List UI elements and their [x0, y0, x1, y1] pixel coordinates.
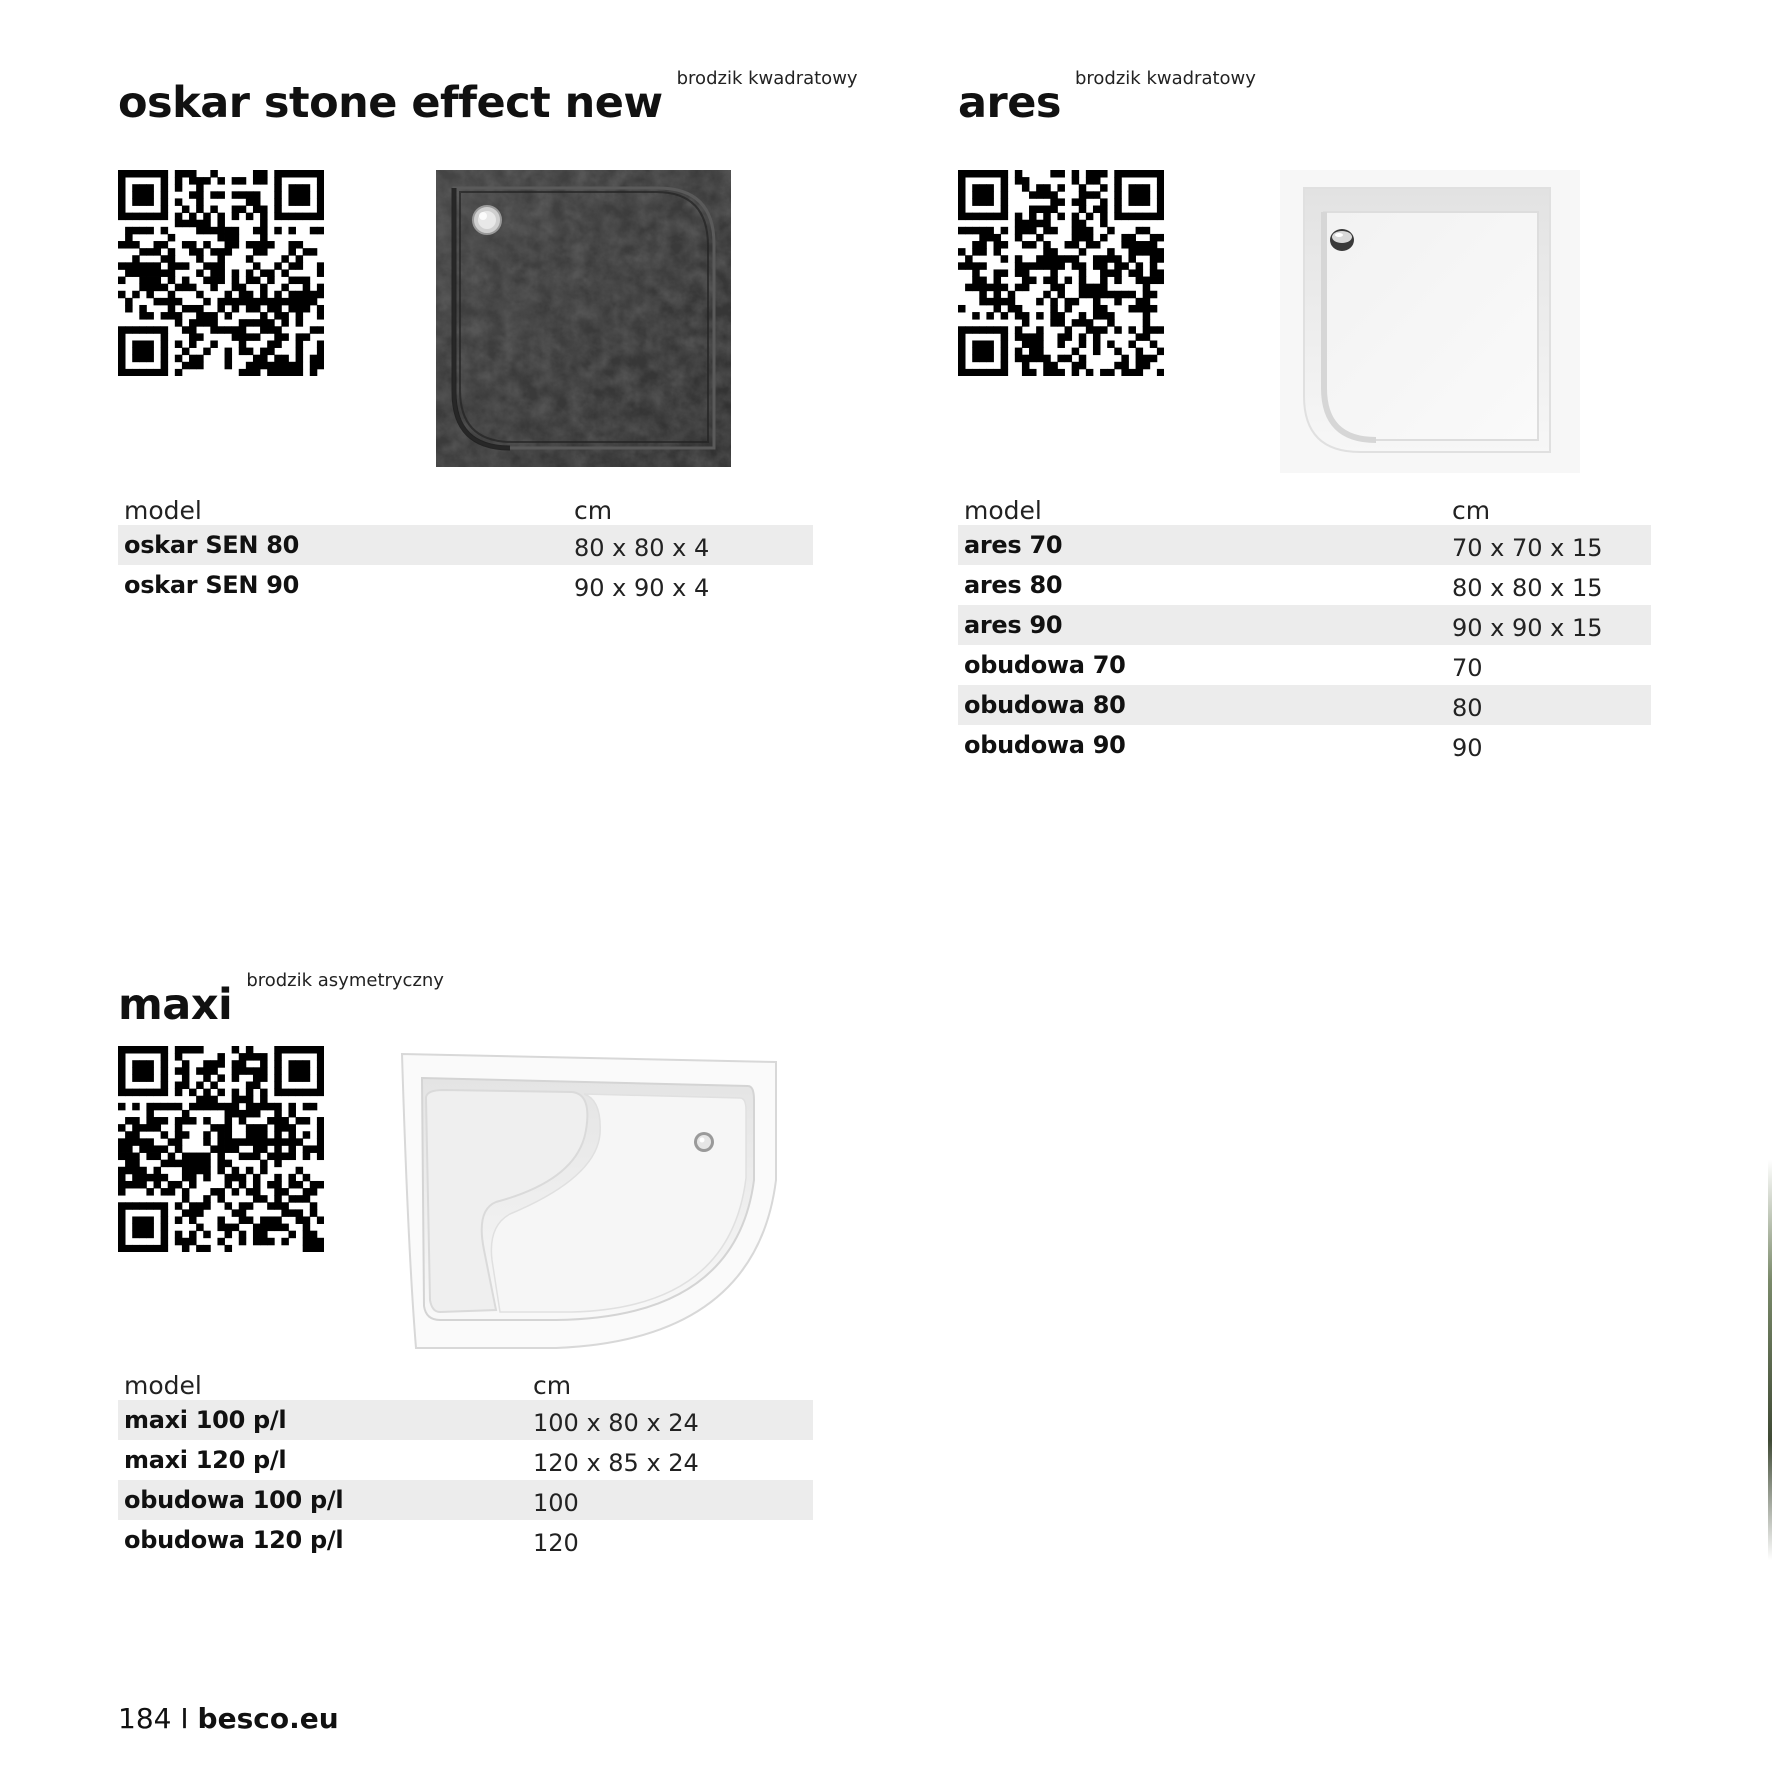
- dimension-cell: 120: [533, 1529, 579, 1557]
- column-header-cm: cm: [533, 1371, 572, 1400]
- title-row-ares: [958, 68, 1256, 128]
- product-title: maxi: [118, 980, 233, 1030]
- website-link[interactable]: besco.eu: [197, 1702, 339, 1735]
- product-subtitle: brodzik kwadratowy: [676, 68, 858, 89]
- table-row: [958, 685, 1651, 725]
- model-cell: obudowa 70: [964, 651, 1126, 679]
- table-row: [958, 565, 1651, 605]
- table-row: [118, 525, 813, 565]
- product-image-maxi-asymmetric-tray: [396, 1050, 780, 1352]
- table-row: [958, 605, 1651, 645]
- dimension-cell: 70: [1452, 654, 1483, 682]
- dimension-cell: 80: [1446, 685, 1651, 725]
- table-row: [118, 1400, 813, 1440]
- product-image-oskar-slate-tray: [436, 170, 731, 467]
- spec-table-maxi: [118, 1366, 813, 1560]
- column-header-cm: cm: [574, 496, 613, 525]
- column-header-cm: cm: [1452, 496, 1491, 525]
- model-cell: oskar SEN 90: [124, 571, 300, 599]
- table-row: [118, 1440, 813, 1480]
- model-cell: obudowa 120 p/l: [124, 1526, 344, 1554]
- table-row: [958, 725, 1651, 765]
- table-header: [118, 1366, 813, 1400]
- spec-table-ares: [958, 491, 1651, 765]
- model-cell: obudowa 100 p/l: [118, 1480, 527, 1520]
- model-cell: ares 90: [958, 605, 1446, 645]
- table-row: [118, 565, 813, 605]
- model-cell: obudowa 90: [964, 731, 1126, 759]
- dimension-cell: 90: [1452, 734, 1483, 762]
- title-row-oskar: [118, 68, 858, 128]
- model-cell: maxi 120 p/l: [124, 1446, 287, 1474]
- qr-code[interactable]: [958, 170, 1164, 376]
- model-cell: ares 80: [964, 571, 1063, 599]
- table-row: [958, 645, 1651, 685]
- qr-code[interactable]: [118, 1046, 324, 1252]
- product-image-ares-white-tray: [1280, 170, 1580, 473]
- qr-code[interactable]: [118, 170, 324, 376]
- dimension-cell: 120 x 85 x 24: [533, 1449, 699, 1477]
- title-row-maxi: [118, 970, 444, 1030]
- product-subtitle: brodzik asymetryczny: [246, 970, 444, 991]
- dimension-cell: 70 x 70 x 15: [1446, 525, 1651, 565]
- dimension-cell: 80 x 80 x 4: [568, 525, 813, 565]
- footer-separator: I: [180, 1702, 189, 1735]
- dimension-cell: 100: [527, 1480, 813, 1520]
- table-row: [958, 525, 1651, 565]
- model-cell: ares 70: [958, 525, 1446, 565]
- spec-table-oskar: [118, 491, 813, 605]
- dimension-cell: 90 x 90 x 4: [574, 574, 710, 602]
- column-header-model: model: [124, 496, 202, 525]
- column-header-model: model: [964, 496, 1042, 525]
- product-title: ares: [958, 78, 1061, 128]
- page-footer: [118, 1702, 339, 1735]
- model-cell: oskar SEN 80: [118, 525, 568, 565]
- table-header: [118, 491, 813, 525]
- table-row: [118, 1480, 813, 1520]
- model-cell: obudowa 80: [958, 685, 1446, 725]
- table-row: [118, 1520, 813, 1560]
- dimension-cell: 90 x 90 x 15: [1446, 605, 1651, 645]
- product-subtitle: brodzik kwadratowy: [1074, 68, 1256, 89]
- page-edge-decoration: [1768, 1160, 1772, 1560]
- model-cell: maxi 100 p/l: [118, 1400, 527, 1440]
- page-number: 184: [118, 1702, 172, 1735]
- table-header: [958, 491, 1651, 525]
- dimension-cell: 80 x 80 x 15: [1452, 574, 1603, 602]
- product-title: oskar stone effect new: [118, 78, 663, 128]
- column-header-model: model: [124, 1371, 202, 1400]
- dimension-cell: 100 x 80 x 24: [527, 1400, 813, 1440]
